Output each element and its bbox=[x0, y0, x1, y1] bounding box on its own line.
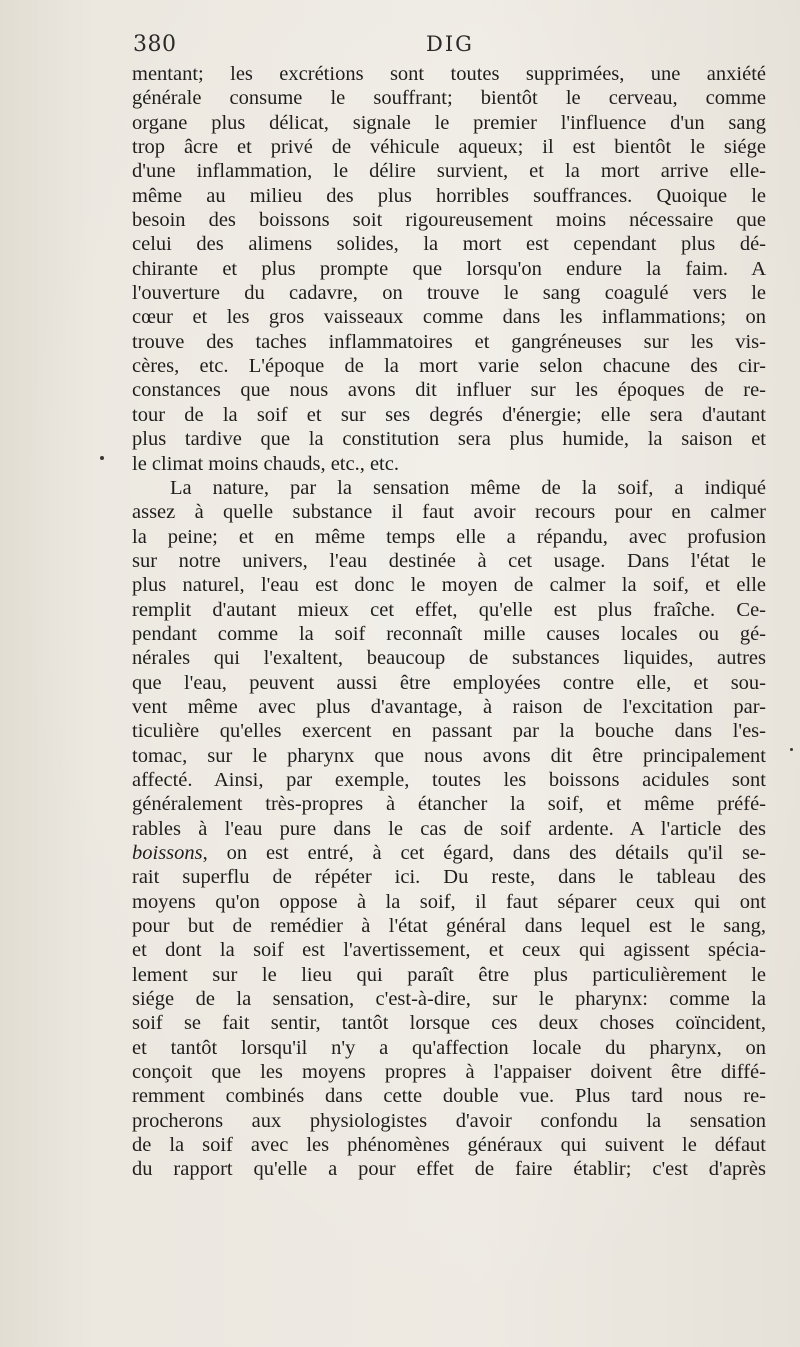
text-line: le climat moins chauds, etc., etc. bbox=[132, 452, 399, 475]
text-line: rait superflu de répéter ici. Du reste, dans le tableau des bbox=[132, 866, 766, 889]
italic-term: boissons bbox=[132, 842, 203, 864]
text-line: lement sur le lieu qui paraît être plus particulièrement le bbox=[132, 963, 766, 986]
text-line: et tantôt lorsqu'il n'y a qu'affection locale du pharynx, on bbox=[132, 1036, 766, 1059]
text-line: du rapport qu'elle a pour effet de faire établir; c'est d'après bbox=[132, 1158, 766, 1181]
text-line: moyens qu'on oppose à la soif, il faut séparer ceux qui ont bbox=[132, 890, 766, 913]
text-line: plus naturel, l'eau est donc le moyen de calmer la soif, et elle bbox=[132, 574, 766, 597]
text-line: siége de la sensation, c'est-à-dire, sur le pharynx: comme la bbox=[132, 988, 766, 1011]
text-line: et dont la soif est l'avertissement, et ceux qui agissent spécia- bbox=[132, 939, 766, 962]
text-line: sur notre univers, l'eau destinée à cet usage. Dans l'état le bbox=[132, 549, 766, 572]
text-line: organe plus délicat, signale le premier l'influence d'un sang bbox=[132, 111, 766, 134]
text-line: tomac, sur le pharynx que nous avons dit être principalement bbox=[132, 744, 766, 767]
paragraph bbox=[132, 62, 766, 476]
text-line: même au milieu des plus horribles souffrances. Quoique le bbox=[132, 184, 766, 207]
text-line: tour de la soif et sur ses degrés d'énergie; elle sera d'autant bbox=[132, 403, 766, 426]
text-line: généralement très-propres à étancher la soif, et même préfé- bbox=[132, 793, 766, 816]
text-line: affecté. Ainsi, par exemple, toutes les boissons acidules sont bbox=[132, 768, 766, 791]
text-line: pour but de remédier à l'état général dans lequel est le sang, bbox=[132, 915, 766, 938]
text-line: nérales qui l'exaltent, beaucoup de substances liquides, autres bbox=[132, 647, 766, 670]
text-line: assez à quelle substance il faut avoir recours pour en calmer bbox=[132, 501, 766, 524]
page-header bbox=[133, 32, 773, 62]
text-line: celui des alimens solides, la mort est cependant plus dé- bbox=[132, 233, 766, 256]
text-line: que l'eau, peuvent aussi être employées contre elle, et sou- bbox=[132, 671, 766, 694]
text-line: remment combinés dans cette double vue. Plus tard nous re- bbox=[132, 1085, 766, 1108]
text-line: vent même avec plus d'avantage, à raison de l'excitation par- bbox=[132, 695, 766, 718]
text-line: d'une inflammation, le délire survient, et la mort arrive elle- bbox=[132, 160, 766, 183]
ink-speck bbox=[100, 456, 104, 460]
text-line: procherons aux physiologistes d'avoir confondu la sensation bbox=[132, 1109, 766, 1132]
text-line: de la soif avec les phénomènes généraux qui suivent le défaut bbox=[132, 1134, 766, 1157]
text-line: remplit d'autant mieux cet effet, qu'elle est plus fraîche. Ce- bbox=[132, 598, 766, 621]
text-line: pendant comme la soif reconnaît mille causes locales ou gé- bbox=[132, 622, 766, 645]
text-line: cères, etc. L'époque de la mort varie selon chacune des cir- bbox=[132, 355, 766, 378]
text-line: la peine; et en même temps elle a répandu, avec profusion bbox=[132, 525, 766, 548]
text-line: trouve des taches inflammatoires et gangréneuses sur les vis- bbox=[132, 330, 766, 353]
running-head: DIG bbox=[426, 32, 474, 56]
text-line: cœur et les gros vaisseaux comme dans les inflammations; on bbox=[132, 306, 766, 329]
text-line: besoin des boissons soit rigoureusement moins nécessaire que bbox=[132, 209, 766, 232]
paragraph bbox=[132, 476, 766, 1182]
text-line: constances que nous avons dit influer sur les époques de re- bbox=[132, 379, 766, 402]
text-line: trop âcre et privé de véhicule aqueux; il est bientôt le siége bbox=[132, 136, 766, 159]
text-line: chirante et plus prompte que lorsqu'on endure la faim. A bbox=[132, 257, 766, 280]
text-line: boissons, on est entré, à cet égard, dans des détails qu'il se- bbox=[132, 842, 766, 864]
text-line: La nature, par la sensation même de la soif, a indiqué bbox=[170, 476, 766, 499]
text-line: rables à l'eau pure dans le cas de soif ardente. A l'article des bbox=[132, 817, 766, 840]
page-number: 380 bbox=[133, 32, 177, 57]
body-text bbox=[132, 62, 766, 1182]
text-line: l'ouverture du cadavre, on trouve le sang coagulé vers le bbox=[132, 282, 766, 305]
text-line: soif se fait sentir, tantôt lorsque ces deux choses coïncident, bbox=[132, 1012, 766, 1035]
text-line: ticulière qu'elles exercent en passant par la bouche dans l'es- bbox=[132, 720, 766, 743]
text-line: conçoit que les moyens propres à l'appaiser doivent être diffé- bbox=[132, 1061, 766, 1084]
text-line: mentant; les excrétions sont toutes supprimées, une anxiété bbox=[132, 63, 766, 85]
text-line: générale consume le souffrant; bientôt le cerveau, comme bbox=[132, 87, 766, 110]
text-line: plus tardive que la constitution sera plus humide, la saison et bbox=[132, 428, 766, 451]
ink-speck bbox=[790, 748, 793, 751]
